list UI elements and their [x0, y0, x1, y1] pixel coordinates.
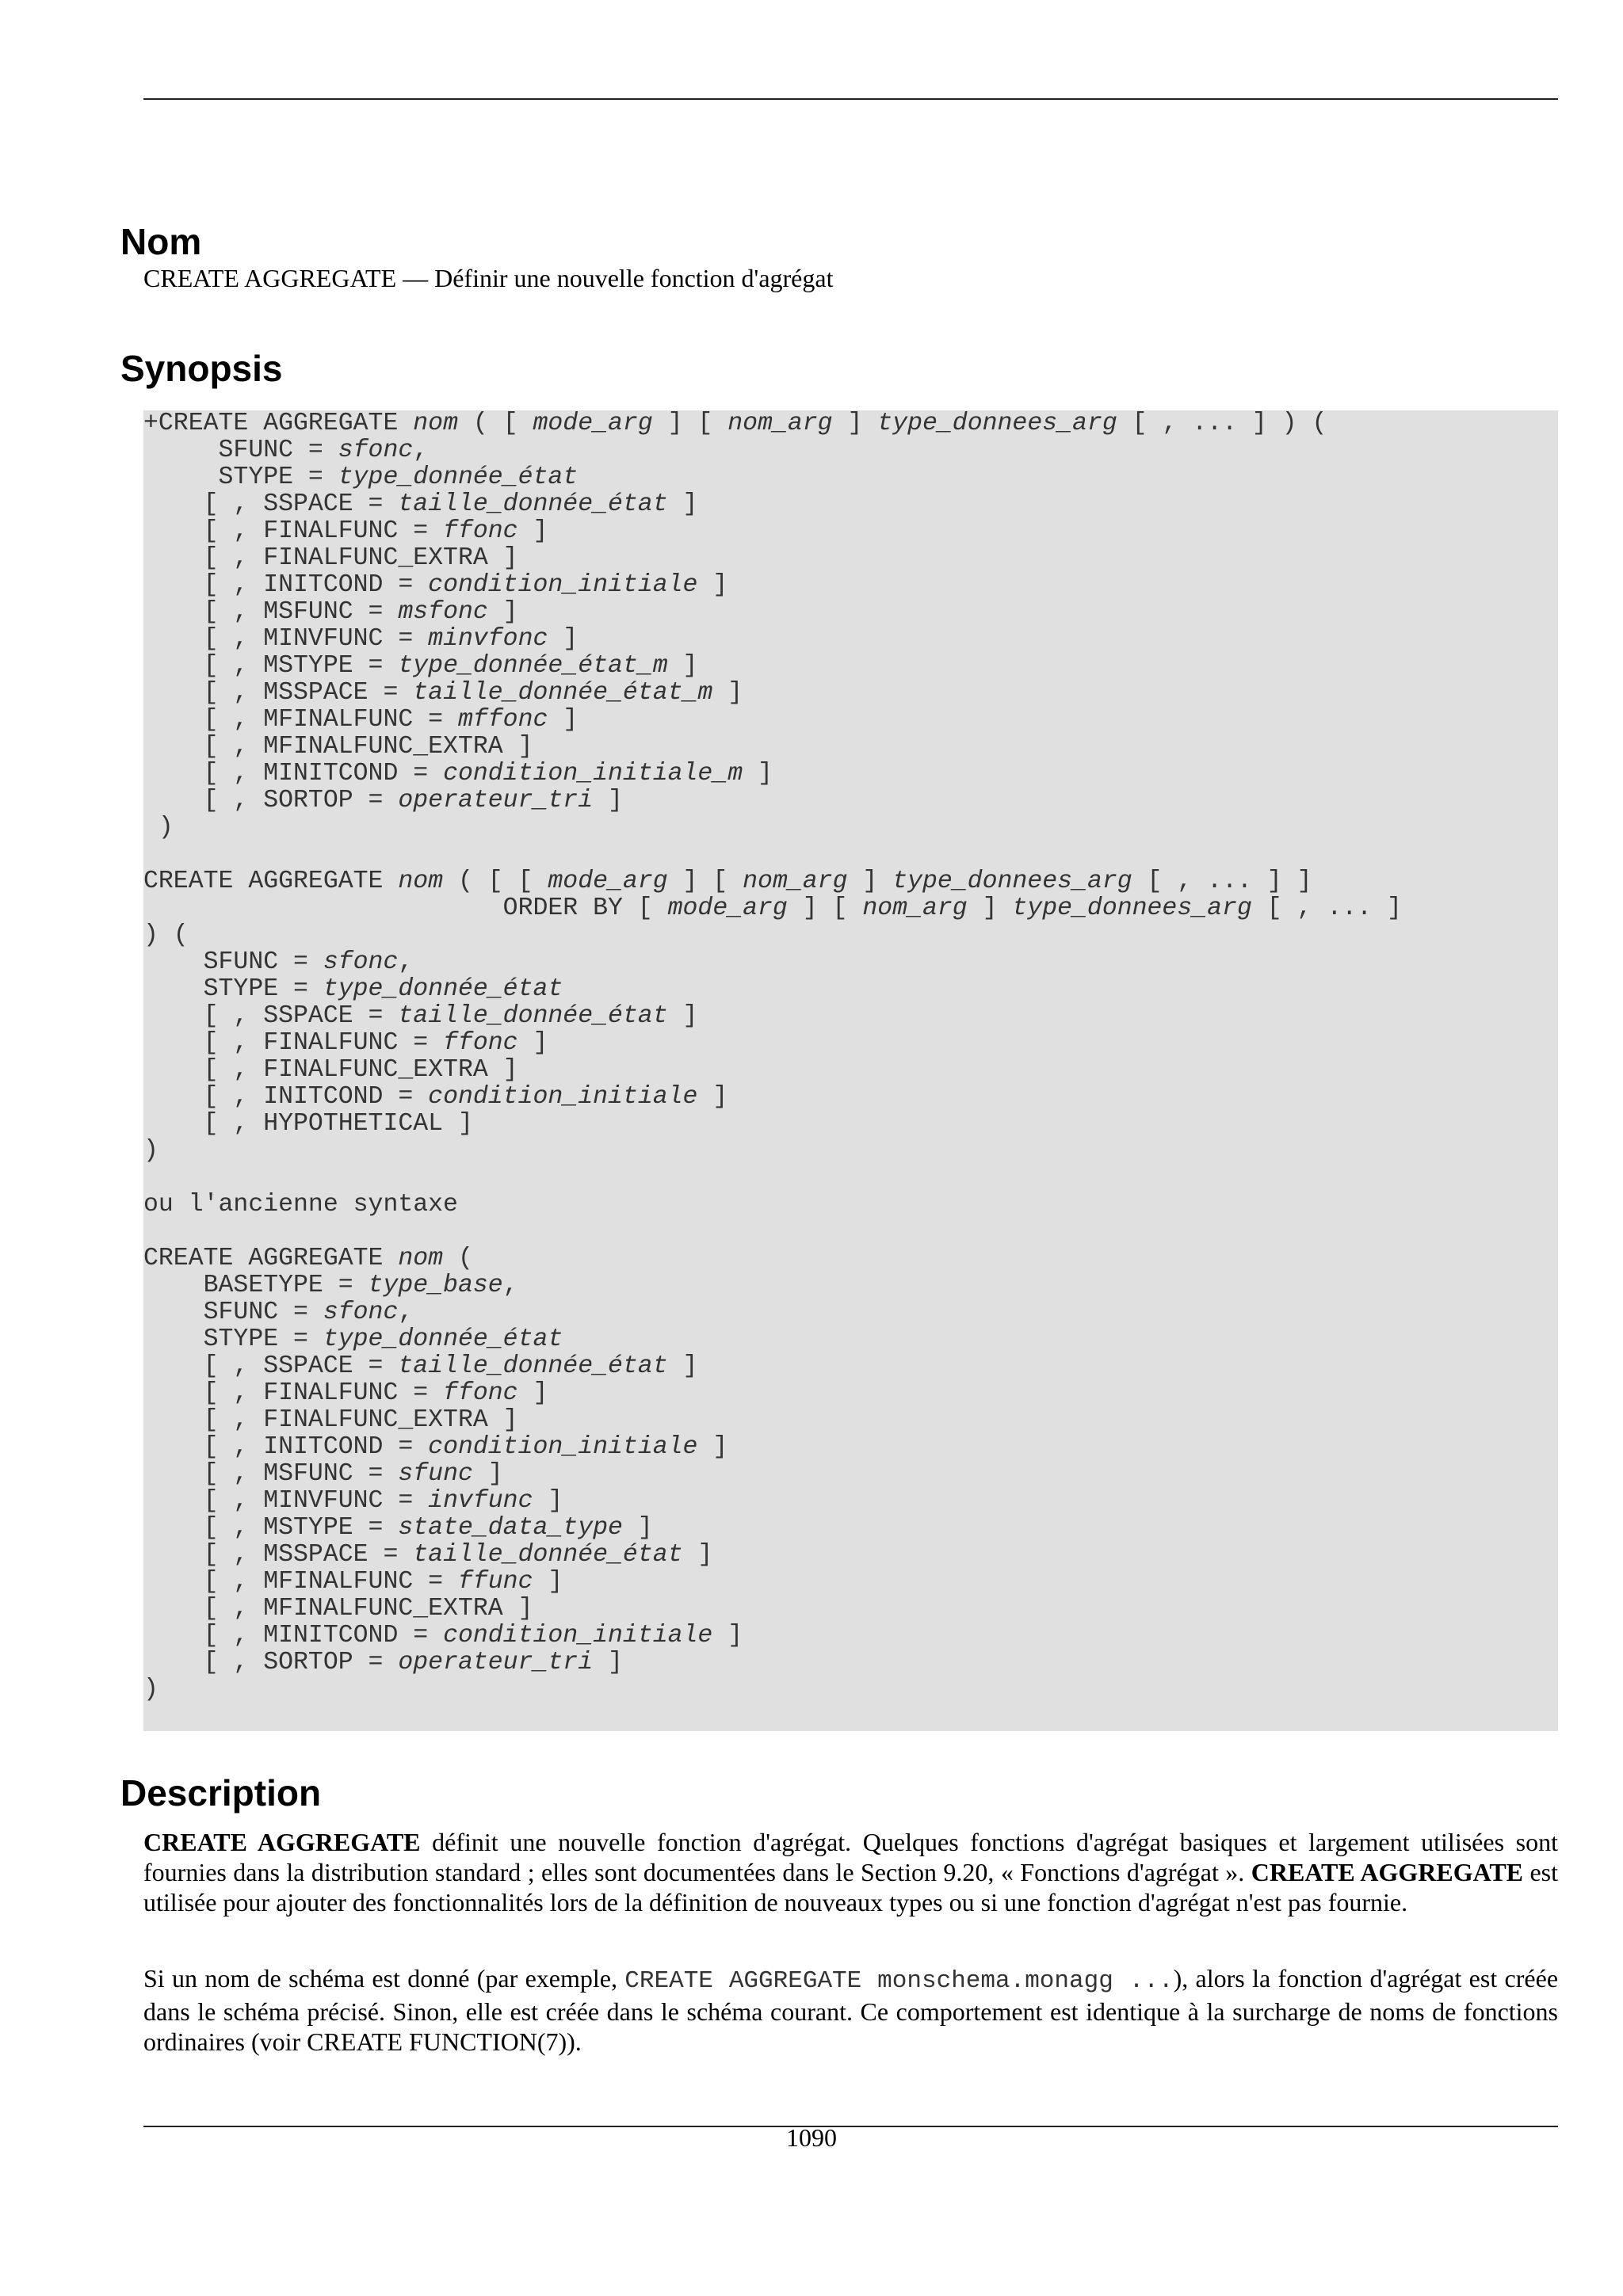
code-text: [ , ... ]	[1251, 894, 1402, 922]
synopsis-code	[143, 410, 1558, 1703]
code-text: ]	[533, 1568, 563, 1596]
code-line	[143, 544, 518, 572]
code-line	[143, 1352, 697, 1380]
code-line	[143, 1595, 533, 1623]
code-text: [ , SSPACE =	[143, 1002, 399, 1030]
code-text: SFUNC =	[143, 948, 323, 976]
code-text: [ , SORTOP =	[143, 1649, 399, 1676]
section-heading-nom: Nom	[120, 221, 202, 262]
code-placeholder: ffonc	[443, 1029, 518, 1057]
code-text: ] [	[787, 894, 863, 922]
code-text: [ , MFINALFUNC_EXTRA ]	[143, 733, 533, 761]
code-placeholder: condition_initiale	[428, 571, 698, 599]
section-heading-synopsis: Synopsis	[120, 348, 283, 389]
code-text: ] [	[667, 868, 743, 895]
code-text: [ , MSSPACE =	[143, 679, 414, 707]
code-text: ou l'ancienne syntaxe	[143, 1191, 458, 1219]
code-text: [ , HYPOTHETICAL ]	[143, 1110, 473, 1138]
code-line	[143, 760, 773, 788]
page-number: 1090	[786, 2123, 837, 2152]
header-rule	[143, 98, 1558, 100]
code-text: ]	[548, 706, 579, 734]
code-text: ( [ [	[443, 868, 548, 895]
code-text: [ , FINALFUNC_EXTRA ]	[143, 544, 518, 572]
code-text: ORDER BY [	[143, 894, 668, 922]
code-line	[143, 1110, 473, 1138]
code-text: ,	[398, 948, 414, 976]
code-line	[143, 1433, 727, 1461]
code-line	[143, 1487, 563, 1515]
code-placeholder: mode_arg	[548, 868, 668, 895]
code-text: [ , MINITCOND =	[143, 1622, 444, 1650]
code-text: ( [	[457, 410, 533, 437]
code-placeholder: nom_arg	[727, 410, 833, 437]
code-text: ]	[472, 1460, 503, 1488]
code-placeholder: taille_donnée_état	[398, 1352, 668, 1380]
code-text: [ , MSSPACE =	[143, 1541, 414, 1569]
code-text: ) (	[143, 921, 189, 949]
code-line	[143, 598, 518, 626]
code-text: ]	[517, 517, 548, 545]
code-text: [ , MINITCOND =	[143, 760, 444, 788]
code-text: [ , INITCOND =	[143, 1433, 429, 1461]
code-line	[143, 1029, 548, 1057]
code-text: [ , FINALFUNC =	[143, 1379, 444, 1407]
code-line	[143, 787, 623, 814]
code-line	[143, 1649, 623, 1676]
code-line	[143, 1460, 503, 1488]
code-placeholder: taille_donnée_état_m	[413, 679, 713, 707]
code-placeholder: condition_initiale	[443, 1622, 713, 1650]
code-line	[143, 652, 697, 680]
code-text: )	[143, 814, 174, 841]
paragraph-text: Si un nom de schéma est donné (par exemple,	[143, 1964, 625, 1993]
code-text: ]	[847, 868, 893, 895]
code-placeholder: operateur_tri	[398, 787, 594, 814]
code-line	[143, 1272, 518, 1299]
paragraph-text: définit une nouvelle fonction d'agrégat. Quelques fonctions d'agrégat basiques et largement utilisées sont fournies dans la distribution standard ; elles sont documentées dans le Section 9.20, « Fonctions d'agrégat ».	[143, 1828, 1559, 1886]
code-line	[143, 1137, 158, 1165]
code-text: ]	[667, 490, 698, 518]
code-text: ]	[697, 571, 728, 599]
code-line	[143, 1083, 727, 1111]
code-text: ]	[593, 1649, 623, 1676]
code-line	[143, 463, 578, 491]
code-line	[143, 1514, 653, 1542]
code-text: [ , SSPACE =	[143, 490, 399, 518]
code-text: ]	[667, 1352, 698, 1380]
command-summary: CREATE AGGREGATE — Définir une nouvelle fonction d'agrégat	[143, 264, 834, 292]
code-line	[143, 1622, 743, 1650]
code-text: ]	[533, 1487, 563, 1515]
code-line	[143, 571, 727, 599]
code-text: ]	[832, 410, 878, 437]
code-line	[143, 1676, 158, 1703]
code-placeholder: taille_donnée_état	[413, 1541, 683, 1569]
code-text: [ , INITCOND =	[143, 1083, 429, 1111]
code-line	[143, 1325, 563, 1353]
code-text: ]	[548, 625, 579, 653]
code-line	[143, 814, 174, 841]
code-line	[143, 490, 697, 518]
code-text: ]	[517, 1379, 548, 1407]
code-line	[143, 1541, 712, 1569]
code-placeholder: invfunc	[428, 1487, 533, 1515]
code-line	[143, 1568, 563, 1596]
paragraph-text: est utilisée pour ajouter des fonctionnalités lors de la définition de nouveaux types ou si une fonction d'agrégat n'est pas fournie.	[143, 1858, 1559, 1917]
code-line	[143, 1379, 548, 1407]
code-text: [ , SSPACE =	[143, 1352, 399, 1380]
code-placeholder: sfonc	[338, 437, 414, 464]
code-text: [ , INITCOND =	[143, 571, 429, 599]
code-placeholder: sfonc	[323, 1299, 399, 1326]
code-text: STYPE =	[143, 975, 323, 1003]
code-text: [ , FINALFUNC =	[143, 1029, 444, 1057]
code-text: [ , MINVFUNC =	[143, 625, 429, 653]
section-heading-description: Description	[120, 1772, 322, 1814]
code-placeholder: state_data_type	[398, 1514, 623, 1542]
code-placeholder: type_donnée_état	[323, 1325, 563, 1353]
code-placeholder: mode_arg	[533, 410, 653, 437]
code-line	[143, 410, 1327, 437]
code-text: [ , ... ] ]	[1132, 868, 1312, 895]
code-line	[143, 975, 563, 1003]
code-text: [ , FINALFUNC =	[143, 517, 444, 545]
code-text: ]	[712, 1622, 743, 1650]
code-placeholder: nom_arg	[743, 868, 848, 895]
code-placeholder: mode_arg	[667, 894, 788, 922]
code-text: ]	[487, 598, 518, 626]
code-placeholder: taille_donnée_état	[398, 1002, 668, 1030]
code-text: CREATE AGGREGATE	[143, 1245, 399, 1272]
code-line	[143, 517, 548, 545]
code-placeholder: condition_initiale_m	[443, 760, 743, 788]
code-placeholder: nom	[398, 868, 444, 895]
description-paragraph	[143, 1963, 1558, 2057]
code-text: ]	[517, 1029, 548, 1057]
code-placeholder: minvfonc	[428, 625, 548, 653]
code-placeholder: type_donnée_état	[323, 975, 563, 1003]
code-line	[143, 1002, 697, 1030]
code-text: ]	[967, 894, 1013, 922]
code-text: [ , FINALFUNC_EXTRA ]	[143, 1406, 518, 1434]
code-placeholder: mffonc	[457, 706, 548, 734]
code-text: )	[143, 1137, 158, 1165]
code-placeholder: nom	[413, 410, 458, 437]
code-text: [ , SORTOP =	[143, 787, 399, 814]
code-text: SFUNC =	[143, 1299, 323, 1326]
code-text: ]	[622, 1514, 653, 1542]
code-text: [ , ... ] ) (	[1117, 410, 1327, 437]
code-placeholder: ffonc	[443, 1379, 518, 1407]
code-line	[143, 1406, 518, 1434]
code-text: ,	[413, 437, 429, 464]
code-line	[143, 868, 1312, 895]
code-placeholder: type_donnees_arg	[892, 868, 1132, 895]
code-placeholder: nom	[398, 1245, 444, 1272]
code-text: [ , MFINALFUNC =	[143, 706, 458, 734]
code-text: ,	[502, 1272, 518, 1299]
code-text: ]	[697, 1083, 728, 1111]
code-line	[143, 1191, 458, 1219]
code-placeholder: type_donnée_état_m	[398, 652, 668, 680]
inline-code-example: CREATE AGGREGATE monschema.monagg ...	[624, 1967, 1174, 1995]
code-text: [ , MSFUNC =	[143, 598, 399, 626]
code-placeholder: sfunc	[398, 1460, 473, 1488]
code-text: ,	[398, 1299, 414, 1326]
code-text: [ , MSFUNC =	[143, 1460, 399, 1488]
code-line	[143, 1245, 473, 1272]
code-text: ]	[667, 652, 698, 680]
code-placeholder: sfonc	[323, 948, 399, 976]
code-text: [ , MFINALFUNC_EXTRA ]	[143, 1595, 533, 1623]
code-placeholder: nom_arg	[862, 894, 968, 922]
code-line	[143, 1299, 413, 1326]
code-line	[143, 894, 1402, 922]
paragraph-text: ), alors la fonction d'agrégat est créée dans le schéma précisé. Sinon, elle est créée dans le schéma courant. Ce comportement est identique à la surcharge de noms de fonctions ordinaires (voir CREATE FUNCTION(7)).	[143, 1964, 1559, 2056]
code-line	[143, 948, 413, 976]
code-line	[143, 733, 533, 761]
code-text: +CREATE AGGREGATE	[143, 410, 414, 437]
code-placeholder: condition_initiale	[428, 1083, 698, 1111]
code-text: [ , MSTYPE =	[143, 652, 399, 680]
code-line	[143, 1056, 518, 1084]
code-placeholder: type_base	[368, 1272, 503, 1299]
code-text: ]	[697, 1433, 728, 1461]
synopsis-code-block	[143, 410, 1558, 1731]
code-text: [ , MFINALFUNC =	[143, 1568, 458, 1596]
code-placeholder: taille_donnée_état	[398, 490, 668, 518]
code-line	[143, 679, 743, 707]
code-text: ]	[682, 1541, 713, 1569]
code-placeholder: type_donnees_arg	[1012, 894, 1252, 922]
code-text: STYPE =	[143, 463, 338, 491]
code-placeholder: type_donnée_état	[338, 463, 579, 491]
code-text: ]	[667, 1002, 698, 1030]
code-line	[143, 437, 428, 464]
code-text: (	[443, 1245, 473, 1272]
code-text: BASETYPE =	[143, 1272, 369, 1299]
code-text: )	[143, 1676, 158, 1703]
code-placeholder: type_donnees_arg	[877, 410, 1117, 437]
code-text: ]	[593, 787, 623, 814]
description-paragraph	[143, 1827, 1558, 1917]
code-text: CREATE AGGREGATE	[143, 868, 399, 895]
code-placeholder: ffunc	[457, 1568, 533, 1596]
code-placeholder: ffonc	[443, 517, 518, 545]
code-line	[143, 921, 189, 949]
code-placeholder: msfonc	[398, 598, 488, 626]
code-text: [ , FINALFUNC_EXTRA ]	[143, 1056, 518, 1084]
code-text: ] [	[652, 410, 728, 437]
code-placeholder: condition_initiale	[428, 1433, 698, 1461]
command-name: CREATE AGGREGATE	[1251, 1858, 1524, 1886]
code-text: ]	[743, 760, 773, 788]
code-text: SFUNC =	[143, 437, 338, 464]
code-text: [ , MSTYPE =	[143, 1514, 399, 1542]
code-line	[143, 706, 578, 734]
code-text: STYPE =	[143, 1325, 323, 1353]
code-text: [ , MINVFUNC =	[143, 1487, 429, 1515]
code-text: ]	[712, 679, 743, 707]
command-name: CREATE AGGREGATE	[143, 1828, 421, 1856]
code-line	[143, 625, 578, 653]
code-placeholder: operateur_tri	[398, 1649, 594, 1676]
